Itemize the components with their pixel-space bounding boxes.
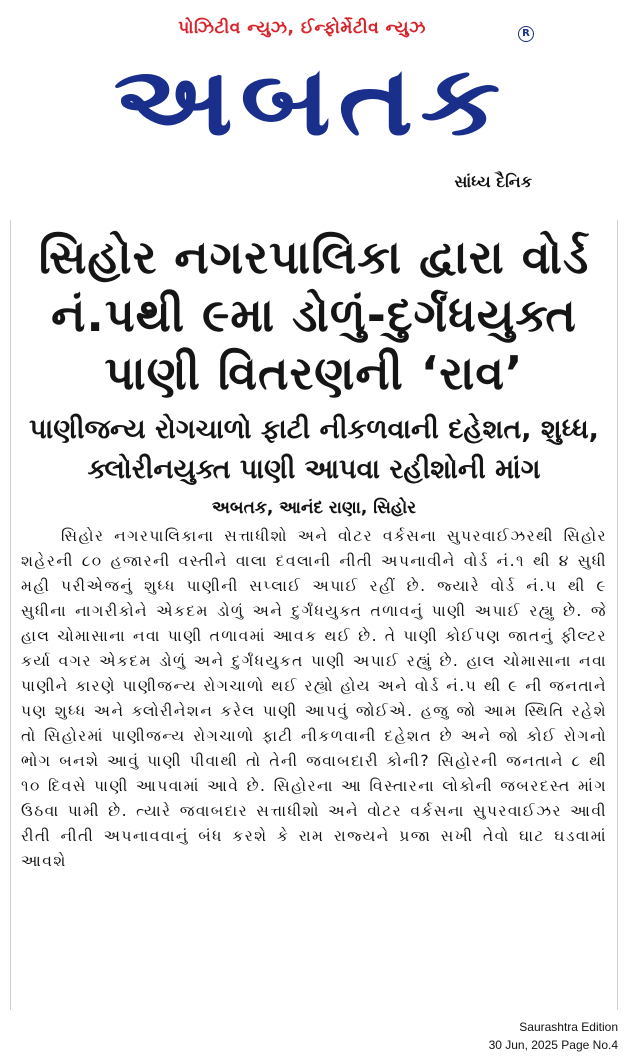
edition-type-label: સાંધ્ય દૈનિક [454, 172, 532, 191]
footer-edition: Saurashtra Edition [519, 1020, 618, 1034]
registered-mark-icon: R [518, 26, 534, 42]
article-subhead: પાણીજન્ય રોગચાળો ફાટી નીકળવાની દહેશત, શુધ્ધ, ક્લોરીનયુક્ત પાણી આપવા રહીશોની માંગ [29, 414, 599, 485]
article-headline: સિહોર નગરપાલિકા દ્વારા વોર્ડ નં.પથી ૯મા ડોળું-દુર્ગંધયુક્ત પાણી વિતરણની ‘રાવ’ [38, 230, 590, 400]
article-byline: અબતક, આનંદ રાણા, સિહોર [211, 498, 416, 518]
page-footer [489, 1018, 618, 1054]
news-article [10, 220, 618, 1010]
newspaper-logo: અબતક [113, 45, 508, 157]
masthead-tagline: પોઝિટીવ ન્યુઝ, ઈન્ફોર્મેટીવ ન્યુઝ [178, 18, 426, 38]
article-body: સિહોર નગરપાલિકાના સત્તાધીશો અને વોટર વર્કસના સુપરવાઈઝરથી સિહોર શહેરની ૮૦ હજારની વસ્તીને વાલા દવલાની નીતી અપનાવીને વોર્ડ નં.૧ થી ૪ સુધી મહી પરીએજનું શુધ્ધ પાણીની સપ્લાઈ અપાઈ રહીં છે. જ્યારે વોર્ડ નં.૫ થી ૯ સુધીના નાગરીકોને એકદમ ડોળું અને દુર્ગંધયુક્ત તળાવનું પાણી અપાઈ રહ્યુ છે. જે હાલ ચોમાસાના નવા પાણી તળાવમાં આવક થઈ છે. તે પાણી કોઈપણ જાતનું ફીલ્ટર કર્યા વગર એકદમ ડોળું અને દુર્ગંધયુકત પાણી અપાઈ રહ્યું છે. હાલ ચોમાસાના નવા પાણીને કારણે પાણીજન્ય રોગચાળો થઈ રહ્યો હોય અને વોર્ડ નં.૫ થી ૯ ની જનતાને પણ શુધ્ધ અને ક્લોરીનેશન કરેલ પાણી આપવું જોઈએ. હજુ જો આમ સ્થિતિ રહેશે તો સિહોરમાં પાણીજન્ય રોગચાળો ફાટી નીકળવાની દહેશત છે અને જો કોઈ રોગનો ભોગ બનશે આવું પાણી પીવાથી તો તેની જવાબદારી કોની? સિહોરની જનતાને ૮ થી ૧૦ દિવસે પાણી આપવામાં આવે છે. સિહોરના આ વિસ્તારના લોકોની જબરદસ્ત માંગ ઉઠવા પામી છે. ત્યારે જવાબદાર સત્તાધીશો અને વોટર વર્કસના સુપરવાઈઝર આવી રીતી નીતી અપનાવવાનું બંધ કરશે કે રામ રાજ્યને પ્રજા સખી તેવો ઘાટ ઘડવામાં આવશે [21, 527, 607, 870]
masthead [0, 0, 628, 210]
footer-date-page: 30 Jun, 2025 Page No.4 [488, 1038, 618, 1052]
